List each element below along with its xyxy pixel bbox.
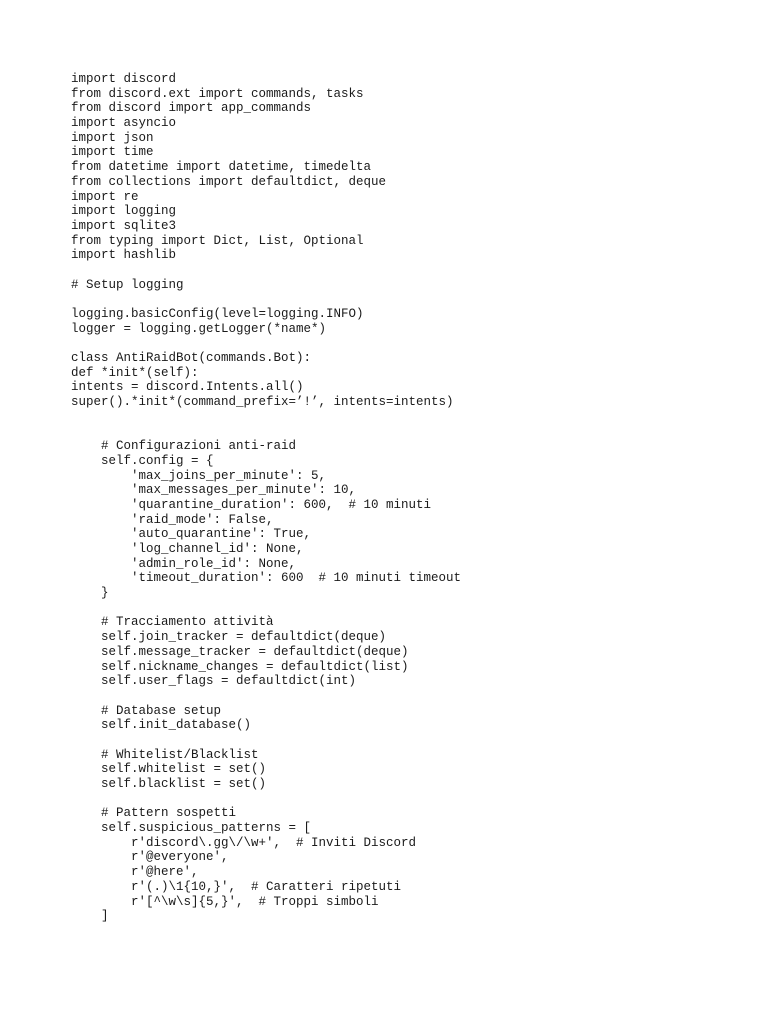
code-line: import sqlite3 <box>71 218 177 233</box>
code-line: } <box>71 586 109 601</box>
code-line: from typing import Dict, List, Optional <box>71 233 364 248</box>
code-line: def *init*(self): <box>71 365 199 380</box>
code-line: from discord.ext import commands, tasks <box>71 86 364 101</box>
code-line <box>71 733 461 748</box>
code-line: import re <box>71 189 139 204</box>
code-line: logging.basicConfig(level=logging.INFO) <box>71 307 364 321</box>
code-line: 'timeout_duration': 600 # 10 minuti timeout <box>71 571 462 586</box>
code-line: self.suspicious_patterns = [ <box>71 821 312 836</box>
code-line: r'@everyone', <box>71 850 229 865</box>
code-line: import time <box>71 145 154 160</box>
code-line <box>71 410 461 425</box>
code-line: self.config = { <box>71 453 214 468</box>
code-line <box>71 336 461 351</box>
code-line: # Pattern sospetti <box>71 806 237 821</box>
code-line: 'admin_role_id': None, <box>71 556 297 571</box>
code-line: 'log_channel_id': None, <box>71 542 304 556</box>
code-line: 'raid_mode': False, <box>71 512 274 527</box>
code-line: # Database setup <box>71 703 222 718</box>
code-line: r'discord\.gg\/\w+', # Inviti Discord <box>71 835 417 850</box>
code-line: ] <box>71 909 109 924</box>
code-line: self.blacklist = set() <box>71 777 267 791</box>
code-line: # Configurazioni anti-raid <box>71 439 297 454</box>
code-line: from discord import app_commands <box>71 101 312 116</box>
code-line: self.init_database() <box>71 718 252 733</box>
code-line: self.whitelist = set() <box>71 762 267 777</box>
code-line: self.message_tracker = defaultdict(deque) <box>71 644 409 659</box>
code-line: 'max_joins_per_minute': 5, <box>71 468 327 483</box>
code-line: # Tracciamento attività <box>71 615 274 630</box>
code-line: self.user_flags = defaultdict(int) <box>71 674 357 689</box>
code-line: from datetime import datetime, timedelta <box>71 160 372 175</box>
code-line: r'(.)\1{10,}', # Caratteri ripetuti <box>71 879 402 894</box>
code-line: super().*init*(command_prefix=’!’, intents=intents) <box>71 395 454 410</box>
code-line <box>71 601 461 616</box>
code-line: class AntiRaidBot(commands.Bot): <box>71 351 312 366</box>
code-line: 'max_messages_per_minute': 10, <box>71 483 357 498</box>
code-line: # Whitelist/Blacklist <box>71 747 259 762</box>
code-line: self.join_tracker = defaultdict(deque) <box>71 630 387 645</box>
code-line <box>71 292 461 307</box>
code-line: 'quarantine_duration': 600, # 10 minuti <box>71 497 432 512</box>
code-line: # Setup logging <box>71 277 184 292</box>
code-block <box>71 72 461 924</box>
code-line <box>71 689 461 704</box>
code-line: intents = discord.Intents.all() <box>71 380 304 395</box>
code-line: logger = logging.getLogger(*name*) <box>71 321 327 336</box>
code-line <box>71 792 461 807</box>
code-line: self.nickname_changes = defaultdict(list) <box>71 659 409 674</box>
code-line: import hashlib <box>71 248 177 263</box>
code-line: import discord <box>71 72 177 86</box>
code-line: from collections import defaultdict, deque <box>71 174 387 189</box>
code-line: r'[^\w\s]{5,}', # Troppi simboli <box>71 894 379 909</box>
code-line: import json <box>71 130 154 145</box>
code-line <box>71 425 461 440</box>
code-line: 'auto_quarantine': True, <box>71 527 312 542</box>
code-line: import asyncio <box>71 116 177 131</box>
code-line: import logging <box>71 204 177 219</box>
code-line <box>71 263 461 278</box>
code-line: r'@here', <box>71 865 199 880</box>
